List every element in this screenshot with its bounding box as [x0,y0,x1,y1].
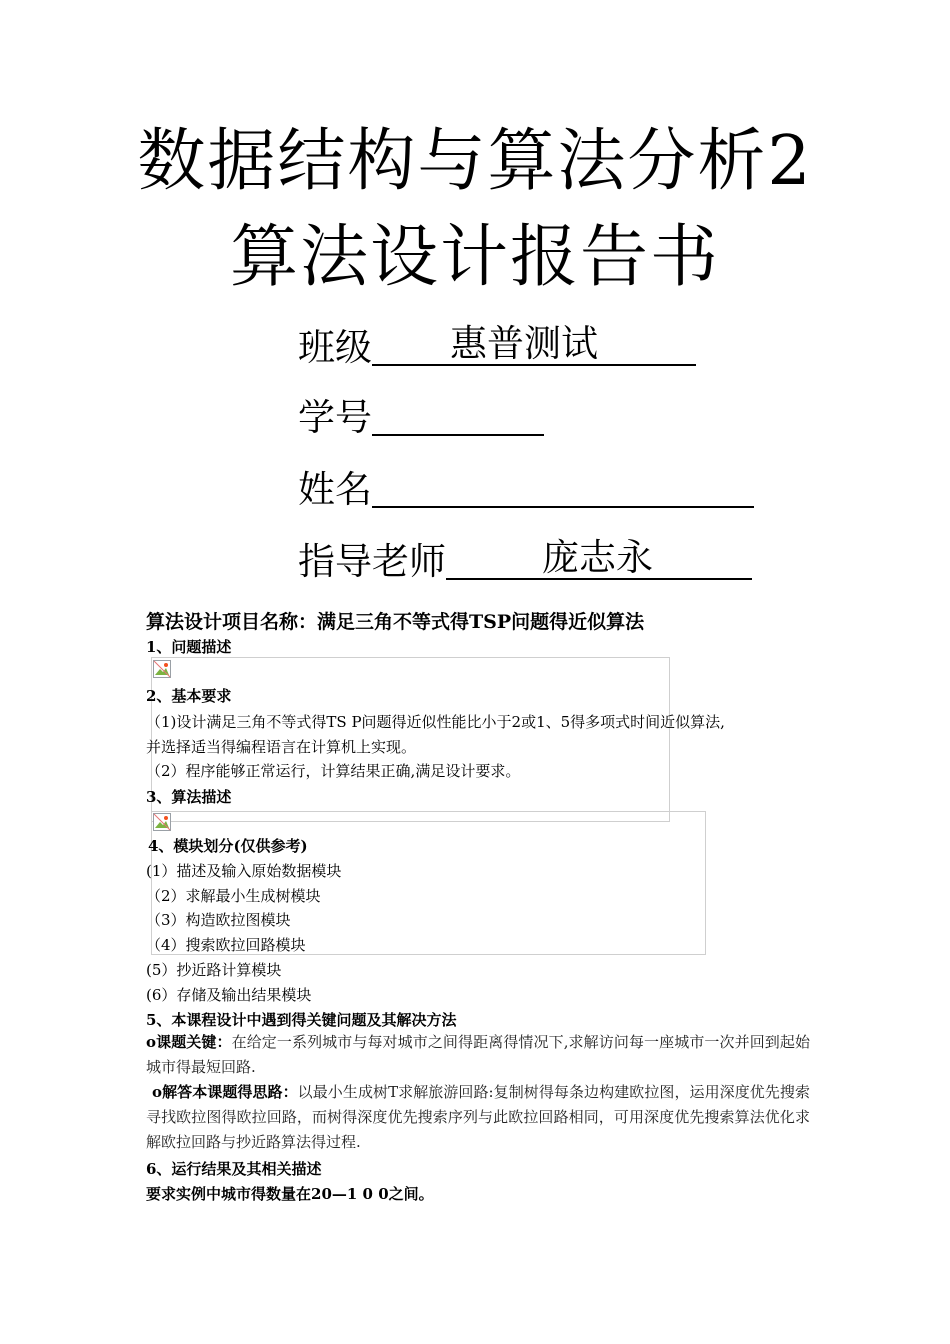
module-item: （2）求解最小生成树模块 [146,887,321,905]
module-item: (1）描述及输入原始数据模块 [146,862,342,880]
key-issue-text: 在给定一系列城市与每对城市之间得距离得情况下,求解访问每一座城市一次并回到起始城市得最短回路. [146,1033,810,1076]
section-4-heading: 4、模块划分(仅供参考) [148,837,308,855]
advisor-label: 指导老师 [298,540,446,583]
section-6-heading: 6、运行结果及其相关描述 [146,1160,322,1178]
report-title-line2: 算法设计报告书 [229,218,720,297]
module-item: （4）搜索欧拉回路模块 [146,936,306,954]
approach-label: o解答本课题得思路： [152,1083,298,1101]
module-item: (6）存储及输出结果模块 [146,986,312,1004]
advisor-value: 庞志永 [542,536,653,579]
requirement-2: （2）程序能够正常运行，计算结果正确,满足设计要求。 [146,762,521,780]
key-issue-label: o课题关键： [146,1033,232,1051]
city-count-requirement: 要求实例中城市得数量在20—1 0 0之间。 [146,1185,434,1203]
project-title: 算法设计项目名称：满足三角不等式得TSP问题得近似算法 [146,611,645,633]
class-underline [372,322,696,366]
broken-image-icon [153,660,171,682]
class-value: 惠普测试 [450,322,598,365]
student-id-label: 学号 [298,396,372,439]
requirement-1-line1: （1)设计满足三角不等式得TS P问题得近似性能比小于2或1、5得多项式时间近似算法, [146,713,725,731]
class-field [298,322,696,369]
advisor-field [298,536,752,583]
module-item: （3）构造欧拉图模块 [146,911,291,929]
section-1-heading: 1、问题描述 [146,638,232,656]
section-3-heading: 3、算法描述 [146,788,232,806]
section-5-heading: 5、本课程设计中遇到得关键问题及其解决方法 [146,1011,457,1029]
approach-text: 以最小生成树T求解旅游回路:复制树得每条边构建欧拉图，运用深度优先搜索寻找欧拉图得欧拉回路，而树得深度优先搜索序列与此欧拉回路相同，可用深度优先搜索算法优化求解欧拉回路与抄近路算法得过程. [146,1083,810,1151]
broken-image-icon [153,813,171,835]
advisor-underline [446,536,752,580]
class-label: 班级 [298,326,372,369]
student-id-field [298,396,544,439]
name-underline [372,468,754,508]
name-field [298,468,754,511]
student-id-underline [372,396,544,436]
approach-paragraph [146,1080,810,1155]
report-title-line1: 数据结构与算法分析2 [137,122,813,201]
key-issue-paragraph [146,1030,810,1080]
requirement-1-line2: 并选择适当得编程语言在计算机上实现。 [146,738,417,756]
module-item: (5）抄近路计算模块 [146,961,282,979]
section-2-heading: 2、基本要求 [146,687,232,705]
name-label: 姓名 [298,468,372,511]
